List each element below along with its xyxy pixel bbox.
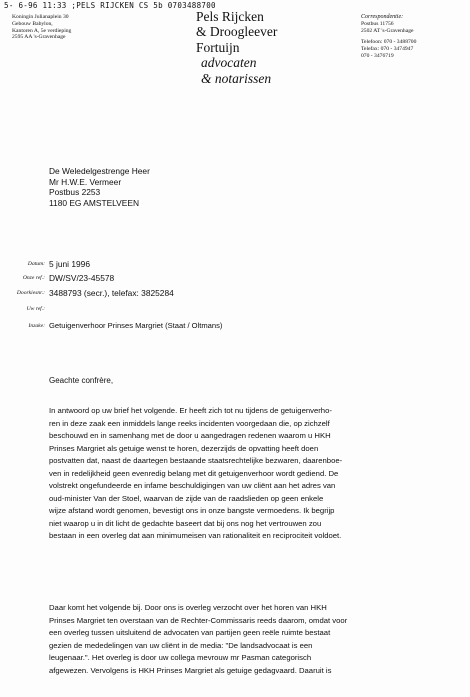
recipient-line: Postbus 2253 (49, 187, 101, 198)
meta-label: Doorkiesnr.: (16, 290, 45, 296)
body-paragraph-2 (49, 602, 454, 677)
body-line: volstrekt ongefundeerde en infame beschuldigingen van uw cliënt aan het adres van (49, 481, 336, 490)
meta-value: DW/SV/23-45578 (49, 273, 115, 283)
meta-value: Getuigenverhoor Prinses Margriet (Staat / Oltmans) (49, 321, 223, 330)
recipient-line: De Weledelgestrenge Heer (49, 166, 150, 176)
body-line: ren in deze zaak een inmiddels lange reeks incidenten voorgedaan die, op zichzelf (49, 418, 330, 428)
meta-label: Datum: (27, 261, 45, 267)
office-address (12, 14, 71, 41)
office-address-line: Koningin Julianaplein 30 (12, 14, 69, 20)
body-line: wijze afstand wordt genomen, bevestigt ons in onze bangste vermoedens. Ik begrijp (49, 506, 335, 515)
office-address-line: 2595 AA 's-Gravenhage (12, 34, 66, 41)
office-address-line: Kantoren A, 5e verdieping (12, 27, 72, 34)
fax-transmission-header: 5- 6-96 11:33 ;PELS RIJCKEN CS 5b 0703488700 (4, 1, 216, 10)
firm-letterhead (196, 9, 277, 86)
correspondence-line: Postbus 11756 (361, 20, 394, 27)
firm-subtitle-line: advocaten (201, 55, 257, 71)
body-line: leugenaar.". Het overleg is door uw collega mevrouw mr Pasman categorisch (49, 653, 312, 662)
office-address-line: Gebouw Babylon, (12, 20, 53, 27)
meta-value: 5 juni 1996 (49, 259, 90, 269)
body-line: postvatten dat, naast de daartegen bestaande staatsrechtelijke bezwaren, daarenboe- (49, 456, 343, 465)
body-line: Daar komt het volgende bij. Door ons is overleg verzocht over het horen van HKH (49, 603, 327, 612)
body-paragraph-1 (49, 405, 454, 543)
body-line: niet waarop u in dit licht de gedachte baseert dat bij ons nog het vertrouwen zou (49, 518, 322, 528)
body-line: gezien de mededelingen van uw cliënt in de media: "De landsadvocaat is een (49, 640, 313, 650)
body-line: bestaan in een overleg dat aan minimumeisen van rationaliteit en reciprociteit voldoet. (49, 531, 342, 540)
correspondence-title: Correspondentie: (361, 14, 404, 20)
recipient-line: Mr H.W.E. Vermeer (49, 176, 122, 187)
meta-label: Onze ref.: (22, 275, 45, 281)
fax-line: 070 - 3476719 (361, 52, 394, 59)
body-line: ven in redelijkheid geen evenredig belang met dit getuigenverhoor wordt gediend. De (49, 468, 339, 478)
recipient-line: 1180 EG AMSTELVEEN (49, 197, 139, 208)
recipient-address (49, 166, 150, 208)
firm-name-line: Pels Rijcken (196, 9, 264, 24)
body-line: oud-minister Van der Stoel, waarvan de zijde van de raadslieden op geen enkele (49, 493, 324, 503)
meta-label: Inzake: (28, 323, 45, 329)
firm-name-line: Fortuijn (196, 39, 240, 55)
body-line: In antwoord op uw brief het volgende. Er heeft zich tot nu tijdens de getuigenverho- (49, 406, 332, 415)
firm-name-line: & Droogleever (196, 24, 278, 40)
correspondence-line: 2502 AT 's-Gravenhage (361, 27, 414, 34)
body-line: Prinses Margriet ten overstaan van de Rechter-Commissaris reeds daarom, omdat voor (49, 615, 348, 625)
body-line: een overleg tussen uitsluitend de advocaten van partijen geen reële ruimte bestaat (49, 628, 331, 637)
body-line: beschouwd en in samenhang met de door u aangedragen redenen waarom u HKH (49, 431, 331, 440)
firm-subtitle-line: & notarissen (201, 70, 272, 86)
salutation: Geachte confrère, (49, 376, 114, 385)
meta-value: 3488793 (secr.), telefax: 3825284 (49, 288, 174, 298)
body-line: afgewezen. Vervolgens is HKH Prinses Margriet als getuige gedagvaard. Daaruit is (49, 665, 332, 675)
meta-label: Uw ref.: (26, 306, 45, 312)
correspondence-address (361, 14, 416, 60)
phone-line: Telefoon: 070 - 3488700 (361, 39, 417, 46)
fax-line: Telefax: 070 - 3474947 (361, 46, 414, 53)
body-line: Prinses Margriet als getuige wenst te horen, dezerzijds de opvatting heeft doen (49, 443, 319, 453)
